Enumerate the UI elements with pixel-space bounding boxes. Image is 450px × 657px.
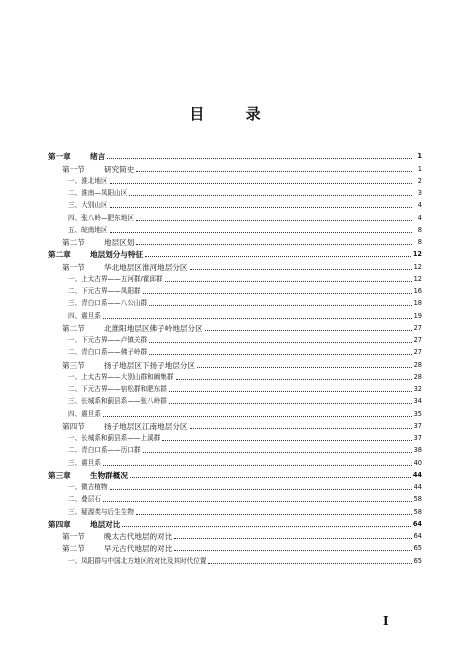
toc-entry-label: [68, 385, 167, 394]
toc-dot-leader: [136, 171, 412, 172]
toc-page-number: 40: [413, 458, 422, 467]
toc-entry-number: 第一节: [62, 262, 85, 272]
toc-entry: [48, 296, 422, 308]
toc-entry-title: 一、上太古界——大别山群和阚集群: [68, 372, 174, 381]
toc-entry-label: [68, 299, 147, 308]
toc-entry-label: [48, 250, 143, 259]
toc-page-number: 3: [417, 189, 422, 197]
toc-entry-label: [68, 434, 160, 443]
toc-dot-leader: [136, 514, 412, 515]
toc-entry-title: 晚太古代地层的对比: [104, 532, 173, 541]
toc-dot-leader: [174, 550, 411, 551]
toc-entry: [48, 174, 422, 186]
toc-page-number: 64: [412, 519, 422, 528]
toc-entry-title: 研究简史: [104, 164, 135, 174]
toc-entry-title: 二、下元古界——宿松群和肥东群: [68, 385, 167, 393]
toc-page-number: 16: [413, 287, 422, 295]
toc-entry: [48, 541, 422, 553]
toc-entry: [48, 406, 422, 418]
toc-dot-leader: [205, 330, 412, 331]
toc-dot-leader: [110, 207, 412, 208]
toc-entry-number: 第二节: [62, 238, 85, 247]
toc-dot-leader: [110, 183, 412, 184]
toc-dot-leader: [149, 342, 411, 343]
toc-dot-leader: [143, 293, 412, 294]
toc-entry-title: 二、青白口系——历口群: [68, 446, 141, 455]
toc-entry: [48, 345, 422, 357]
toc-page-number: 1: [417, 152, 422, 161]
toc-entry-title: 二、青白口系——佛子岭群: [68, 348, 148, 357]
toc-entry-label: [62, 324, 203, 333]
toc-entry-number: 第一章: [48, 152, 71, 162]
toc-page-number: 37: [413, 421, 422, 430]
toc-entry-label: [68, 557, 206, 566]
table-of-contents: [48, 149, 422, 566]
toc-entry: [48, 357, 422, 369]
toc-entry-label: [68, 446, 141, 455]
toc-entry: [48, 259, 422, 271]
toc-entry: [48, 186, 422, 198]
toc-entry-label: [48, 520, 120, 529]
toc-entry-label: [62, 361, 195, 370]
toc-page-number: 65: [413, 544, 422, 553]
toc-entry-title: 二、叠层石: [68, 495, 101, 504]
toc-dot-leader: [110, 489, 412, 490]
toc-entry: [48, 504, 422, 516]
toc-entry-label: [68, 177, 108, 186]
toc-dot-leader: [174, 538, 411, 539]
toc-entry-title: 华北地层区淮河地层分区: [104, 262, 188, 272]
toc-entry-number: 第一节: [62, 532, 85, 541]
toc-entry-number: 第四节: [62, 421, 85, 431]
toc-entry-title: 一、淮北地区: [68, 176, 108, 185]
toc-entry: [48, 235, 422, 247]
toc-entry-title: 生物群概况: [90, 470, 128, 480]
toc-entry-title: 北淮阳地层区佛子岭地层分区: [104, 323, 203, 333]
toc-page-number: 27: [413, 348, 422, 357]
toc-entry-number: 第二节: [62, 544, 85, 554]
toc-dot-leader: [197, 367, 411, 368]
toc-entry-label: [62, 532, 172, 541]
toc-entry: [48, 382, 422, 394]
toc-entry-label: [62, 422, 188, 431]
toc-entry-title: 一、上太古界——五河群/霍邱群: [68, 274, 163, 283]
toc-entry: [48, 370, 422, 382]
toc-entry: [48, 394, 422, 406]
toc-entry-label: [62, 238, 134, 247]
toc-dot-leader: [169, 391, 412, 392]
toc-entry-label: [68, 483, 108, 492]
toc-page-number: 18: [413, 299, 422, 308]
toc-dot-leader: [143, 452, 412, 453]
toc-dot-leader: [149, 305, 411, 306]
toc-entry: [48, 468, 422, 480]
toc-dot-leader: [190, 269, 412, 270]
toc-entry-number: 第二章: [48, 250, 71, 260]
toc-page-number: 27: [413, 323, 422, 332]
toc-entry-number: 第三节: [62, 360, 85, 370]
toc-dot-leader: [145, 256, 411, 257]
toc-entry: [48, 529, 422, 541]
toc-entry-label: [68, 348, 147, 357]
toc-entry-label: [48, 152, 105, 161]
toc-page-number: 28: [413, 372, 422, 381]
toc-entry-title: 三、青白口系——八公山群: [68, 299, 148, 308]
toc-page-number: 35: [413, 409, 422, 418]
toc-entry-title: 二、下元古界——凤阳群: [68, 287, 141, 295]
toc-entry-title: 扬子地层区江南地层分区: [104, 421, 188, 431]
toc-dot-leader: [136, 244, 412, 245]
toc-entry-title: 三、大别山区: [68, 201, 108, 210]
toc-dot-leader: [103, 318, 412, 319]
toc-page-number: 1: [417, 164, 422, 173]
toc-entry-title: 扬子地层区下扬子地层分区: [104, 360, 196, 370]
toc-entry-title: 二、淮南—凤阳山区: [68, 189, 128, 197]
toc-page-number: 12: [413, 262, 422, 271]
toc-entry-title: 一、长城系和蓟县系——上溪群: [68, 434, 161, 442]
toc-entry-label: [62, 165, 134, 174]
toc-page-number: 28: [413, 360, 422, 369]
toc-dot-leader: [136, 220, 412, 221]
page-folio: I: [383, 614, 389, 628]
toc-page-number: 64: [413, 532, 422, 540]
toc-page-number: 12: [413, 274, 422, 283]
toc-entry-label: [68, 459, 101, 468]
toc-dot-leader: [110, 232, 412, 233]
toc-entry-label: [68, 373, 174, 382]
toc-page-number: 4: [417, 201, 422, 210]
toc-dot-leader: [162, 440, 411, 441]
toc-entry-label: [68, 312, 101, 321]
toc-entry-label: [62, 263, 188, 272]
toc-page-number: 58: [413, 495, 422, 504]
toc-entry-title: 三、长城系和蓟县系——张八岭群: [68, 397, 167, 406]
toc-entry-label: [68, 397, 167, 406]
toc-entry-number: 第二节: [62, 323, 85, 333]
toc-entry-label: [68, 201, 108, 210]
toc-entry: [48, 247, 422, 259]
toc-entry: [48, 161, 422, 173]
toc-entry: [48, 223, 422, 235]
toc-page-number: 37: [413, 434, 422, 442]
toc-entry-title: 早元古代地层的对比: [104, 544, 173, 554]
toc-dot-leader: [129, 195, 412, 196]
toc-dot-leader: [122, 526, 410, 527]
toc-page-number: 8: [417, 238, 422, 246]
toc-entry: [48, 149, 422, 161]
toc-page-number: 4: [417, 213, 422, 222]
toc-page-number: 12: [412, 250, 422, 259]
toc-page-number: 27: [413, 336, 422, 344]
toc-entry: [48, 480, 422, 492]
toc-page-number: 38: [413, 446, 422, 455]
toc-entry-label: [62, 544, 172, 553]
toc-entry: [48, 333, 422, 345]
toc-entry-title: 一、凤阳群与中国北方地区的对比及其时代位置: [68, 556, 207, 565]
toc-dot-leader: [103, 416, 412, 417]
toc-dot-leader: [149, 354, 411, 355]
toc-entry: [48, 517, 422, 529]
toc-entry-title: 五、皖南地区: [68, 225, 108, 234]
toc-dot-leader: [169, 403, 412, 404]
toc-entry: [48, 308, 422, 320]
toc-entry-label: [68, 275, 163, 284]
toc-entry: [48, 272, 422, 284]
toc-entry: [48, 455, 422, 467]
toc-page-number: 44: [412, 470, 422, 479]
toc-entry-title: 地层对比: [90, 519, 121, 529]
toc-entry-label: [48, 471, 128, 480]
toc-entry-label: [68, 287, 141, 296]
toc-entry-title: 四、震旦系: [68, 409, 101, 418]
toc-entry: [48, 210, 422, 222]
toc-dot-leader: [176, 379, 412, 380]
toc-dot-leader: [103, 465, 412, 466]
toc-page-number: 8: [417, 225, 422, 234]
toc-entry-label: [68, 336, 147, 345]
toc-entry: [48, 321, 422, 333]
toc-entry: [48, 492, 422, 504]
toc-entry: [48, 431, 422, 443]
toc-dot-leader: [190, 428, 412, 429]
toc-dot-leader: [165, 281, 412, 282]
toc-entry: [48, 198, 422, 210]
toc-entry-label: [68, 214, 134, 223]
toc-page-number: 44: [413, 483, 422, 491]
toc-entry-title: 一、下元古界——卢镇关群: [68, 336, 148, 344]
toc-page-number: 34: [413, 397, 422, 406]
toc-entry: [48, 284, 422, 296]
toc-entry: [48, 419, 422, 431]
toc-dot-leader: [103, 501, 412, 502]
toc-entry-title: 绪言: [90, 152, 106, 162]
toc-entry: [48, 553, 422, 565]
toc-entry-title: 四、震旦系: [68, 311, 101, 320]
toc-entry-label: [68, 495, 101, 504]
toc-entry-title: 四、张八岭—肥东地区: [68, 213, 134, 222]
toc-dot-leader: [107, 158, 412, 159]
toc-dot-leader: [208, 563, 411, 564]
toc-page-number: 58: [413, 507, 422, 516]
toc-entry-title: 一、微古植物: [68, 483, 108, 491]
toc-entry: [48, 443, 422, 455]
toc-page-number: 2: [417, 176, 422, 185]
toc-page-number: 19: [413, 311, 422, 320]
toc-entry-title: 三、疑源类与后生生物: [68, 507, 134, 516]
toc-page-number: 65: [413, 556, 422, 565]
toc-entry-label: [68, 226, 108, 235]
toc-entry-number: 第三章: [48, 470, 71, 480]
toc-entry-number: 第四章: [48, 519, 71, 529]
page-title: 目 录: [189, 105, 279, 123]
toc-page-number: 32: [413, 385, 422, 393]
toc-entry-title: 地层区划: [104, 238, 135, 247]
toc-entry-label: [68, 508, 134, 517]
toc-entry-label: [68, 189, 127, 198]
toc-entry-number: 第一节: [62, 164, 85, 174]
toc-entry-title: 三、震旦系: [68, 458, 101, 467]
toc-entry-title: 地层划分与特征: [90, 250, 144, 260]
toc-entry-label: [68, 410, 101, 419]
toc-dot-leader: [130, 477, 411, 478]
